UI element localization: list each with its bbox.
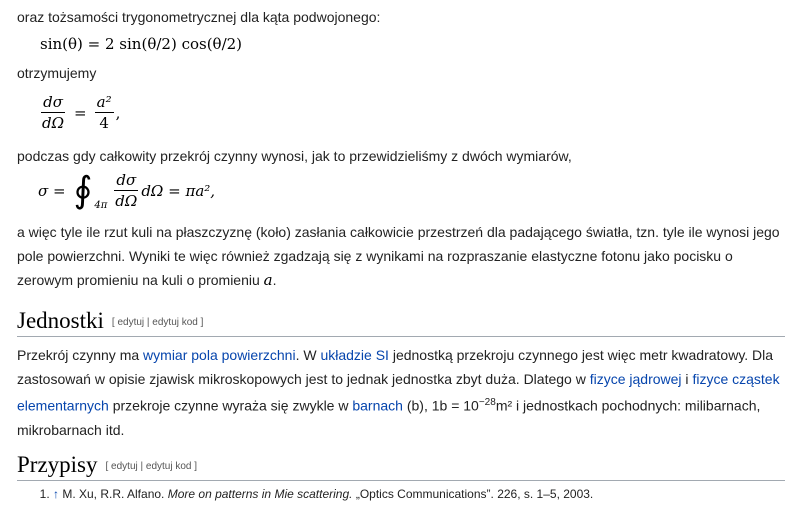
section-heading-przypisy: [17, 452, 785, 481]
fraction-den: 4: [99, 114, 109, 132]
fraction-den: dΩ: [42, 114, 65, 132]
edit-link[interactable]: [ edytuj | edytuj kod ]: [105, 461, 198, 473]
section-heading-jednostki: [17, 308, 785, 337]
para1-text: a więc tyle ile rzut kuli na płaszczyznę (koło) zasłania całkowicie przestrzeń dla padającego światła, tzn. tyle ile wynosi jego pole powierzchni. Wyniki te więc również zgadzają się z wynikami na rozpraszanie elastyczne fotonu jako pocisku o zerowym promieniu na kuli o promieniu: [17, 224, 780, 288]
fraction-den: dΩ: [115, 192, 138, 210]
fraction-num: a²: [96, 93, 112, 111]
comma: ,: [115, 103, 121, 122]
paragraph-1: [17, 220, 785, 292]
link-barn[interactable]: barnach: [352, 397, 403, 414]
ref-title: More on patterns in Mie scattering.: [167, 487, 353, 501]
formula-sin: sin(θ) = 2 sin(θ/2) cos(θ/2): [40, 35, 243, 53]
var-a: a: [263, 271, 273, 289]
intro-text: oraz tożsamości trygonometrycznej dla kąta podwojonego:: [17, 9, 381, 25]
ref-source: „Optics Communications”. 226, s. 1–5, 2003.: [352, 487, 594, 501]
t: jednostką przekroju czynnego jest więc metr kwadratowy. Dla zastosowań w opisie zjawisk mikroskopowych jest to jednak jednostka zbyt duża. Dlatego w: [17, 347, 774, 387]
link-si[interactable]: układzie SI: [320, 347, 389, 363]
t: m² i jednostkach pochodnych: milibarnach, mikrobarnach itd.: [17, 397, 761, 438]
contour-integral-icon: ∮: [73, 169, 93, 211]
heading-text: Jednostki: [17, 308, 104, 333]
period: .: [272, 272, 277, 288]
back-arrow-icon[interactable]: ↑: [53, 487, 59, 501]
reference-item: [53, 487, 785, 501]
link-fizyka-czastek[interactable]: fizyce cząstek elementarnych: [17, 371, 780, 414]
t: . W: [295, 347, 321, 363]
obtain-text: otrzymujemy: [17, 65, 97, 81]
lhs: σ =: [38, 181, 66, 200]
exponent: −28: [478, 397, 496, 408]
t: przekroje czynne wyraża się zwykle w: [108, 397, 353, 414]
link-wymiar[interactable]: wymiar pola powierzchni: [143, 347, 296, 363]
integral-sub: 4π: [94, 200, 108, 211]
t: i: [681, 371, 693, 387]
link-fizyka-jadrowa[interactable]: fizyce jądrowej: [589, 371, 682, 387]
heading-text: Przypisy: [17, 452, 98, 477]
while-text: podczas gdy całkowity przekrój czynny wynosi, jak to przewidzieliśmy z dwóch wymiarów,: [17, 148, 572, 164]
fraction-num: dσ: [43, 93, 63, 111]
t: Przekrój czynny ma: [17, 347, 144, 363]
ref-authors: M. Xu, R.R. Alfano.: [59, 487, 168, 501]
formula-integral: [38, 170, 785, 211]
equals: =: [74, 103, 87, 122]
paragraph-2: [17, 343, 785, 442]
t: (b), 1b = 10: [402, 397, 479, 414]
formula-differential: [38, 92, 785, 133]
fraction-num: dσ: [116, 171, 137, 189]
rhs: dΩ = πa²,: [141, 181, 216, 200]
edit-link[interactable]: [ edytuj | edytuj kod ]: [111, 317, 204, 329]
